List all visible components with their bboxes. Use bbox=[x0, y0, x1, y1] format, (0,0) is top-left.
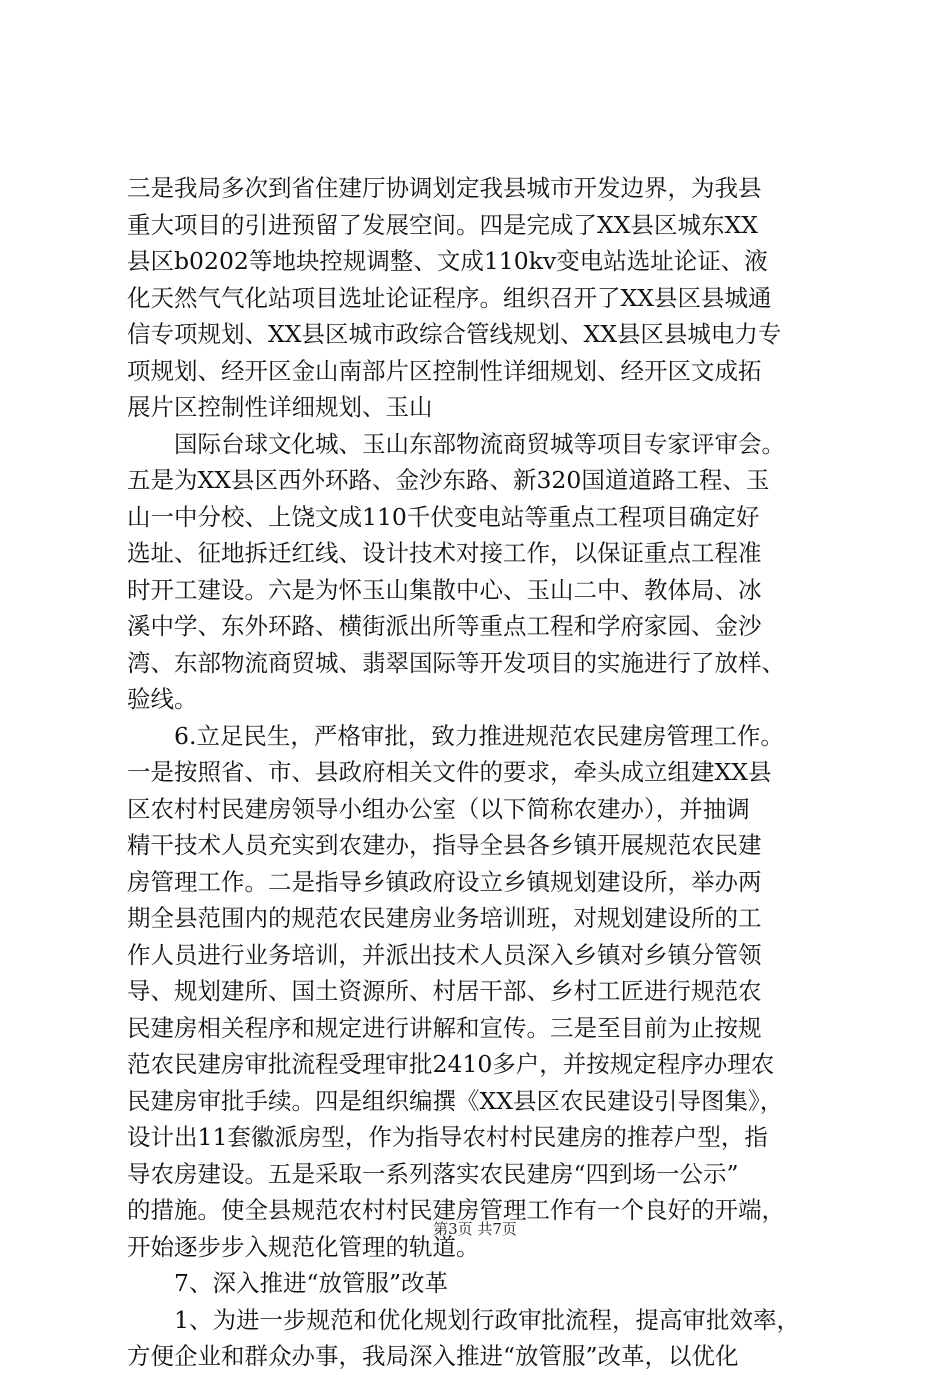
text-line: 一是按照省、市、县政府相关文件的要求，牵头成立组建XX县 bbox=[127, 758, 772, 786]
text-line: 期全县范围内的规范农民建房业务培训班，对规划建设所的工 bbox=[127, 904, 762, 932]
text-line: 项规划、经开区金山南部片区控制性详细规划、经开区文成拓 bbox=[127, 356, 762, 385]
text-line: 信专项规划、XX县区城市政综合管线规划、XX县区县城电力专 bbox=[127, 320, 782, 348]
text-line: 区农村村民建房领导小组办公室（以下简称农建办），并抽调 bbox=[127, 794, 750, 823]
text-line: 重大项目的引进预留了发展空间。四是完成了XX县区城东XX bbox=[127, 210, 758, 239]
text-line: 导农房建设。五是采取一系列落实农民建房“四到场一公示” bbox=[127, 1159, 739, 1188]
text-line: 湾、东部物流商贸城、翡翠国际等开发项目的实施进行了放样、 bbox=[127, 648, 785, 677]
text-line: 山一中分校、上饶文成110千伏变电站等重点工程项目确定好 bbox=[127, 502, 760, 531]
text-line: 展片区控制性详细规划、玉山 bbox=[127, 393, 433, 421]
text-line: 溪中学、东外环路、横街派出所等重点工程和学府家园、金沙 bbox=[127, 612, 762, 640]
text-line: 县区b0202等地块控规调整、文成110kv变电站选址论证、液 bbox=[127, 247, 768, 275]
text-line: 1、为进一步规范和优化规划行政审批流程，提高审批效率， bbox=[127, 1305, 800, 1334]
text-line: 五是为XX县区西外环路、金沙东路、新320国道道路工程、玉 bbox=[127, 466, 770, 494]
text-line: 三是我局多次到省住建厅协调划定我县城市开发边界，为我县 bbox=[127, 174, 762, 202]
page-footer: 第3页 共7页 bbox=[433, 1220, 517, 1238]
text-line: 验线。 bbox=[127, 685, 198, 713]
text-line: 范农民建房审批流程受理审批2410多户，并按规定程序办理农 bbox=[127, 1050, 775, 1078]
text-line: 开始逐步步入规范化管理的轨道。 bbox=[127, 1232, 480, 1261]
text-line: 作人员进行业务培训，并派出技术人员深入乡镇对乡镇分管领 bbox=[127, 940, 762, 969]
text-line: 房管理工作。二是指导乡镇政府设立乡镇规划建设所，举办两 bbox=[127, 867, 762, 896]
text-line: 方便企业和群众办事，我局深入推进“放管服”改革，以优化 bbox=[127, 1342, 739, 1370]
text-line: 精干技术人员充实到农建办，指导全县各乡镇开展规范农民建 bbox=[127, 831, 762, 859]
text-line: 6.立足民生，严格审批，致力推进规范农民建房管理工作。 bbox=[127, 721, 784, 750]
text-line: 国际台球文化城、玉山东部物流商贸城等项目专家评审会。 bbox=[127, 429, 785, 458]
text-line: 化天然气气化站项目选址论证程序。组织召开了XX县区县城通 bbox=[127, 283, 772, 312]
text-line: 时开工建设。六是为怀玉山集散中心、玉山二中、教体局、冰 bbox=[127, 575, 762, 604]
text-line: 导、规划建所、国土资源所、村居干部、乡村工匠进行规范农 bbox=[127, 977, 762, 1005]
body-text bbox=[127, 170, 827, 1375]
text-line: 的措施。使全县规范农村村民建房管理工作有一个良好的开端， bbox=[127, 1196, 785, 1224]
text-line: 民建房审批手续。四是组织编撰《XX县区农民建设引导图集》， bbox=[127, 1086, 784, 1115]
text-line: 设计出11套徽派房型，作为指导农村村民建房的推荐户型，指 bbox=[127, 1123, 768, 1151]
text-line: 选址、征地拆迁红线、设计技术对接工作，以保证重点工程准 bbox=[127, 539, 762, 567]
text-line: 民建房相关程序和规定进行讲解和宣传。三是至目前为止按规 bbox=[127, 1013, 762, 1042]
text-line: 7、深入推进“放管服”改革 bbox=[127, 1269, 448, 1297]
